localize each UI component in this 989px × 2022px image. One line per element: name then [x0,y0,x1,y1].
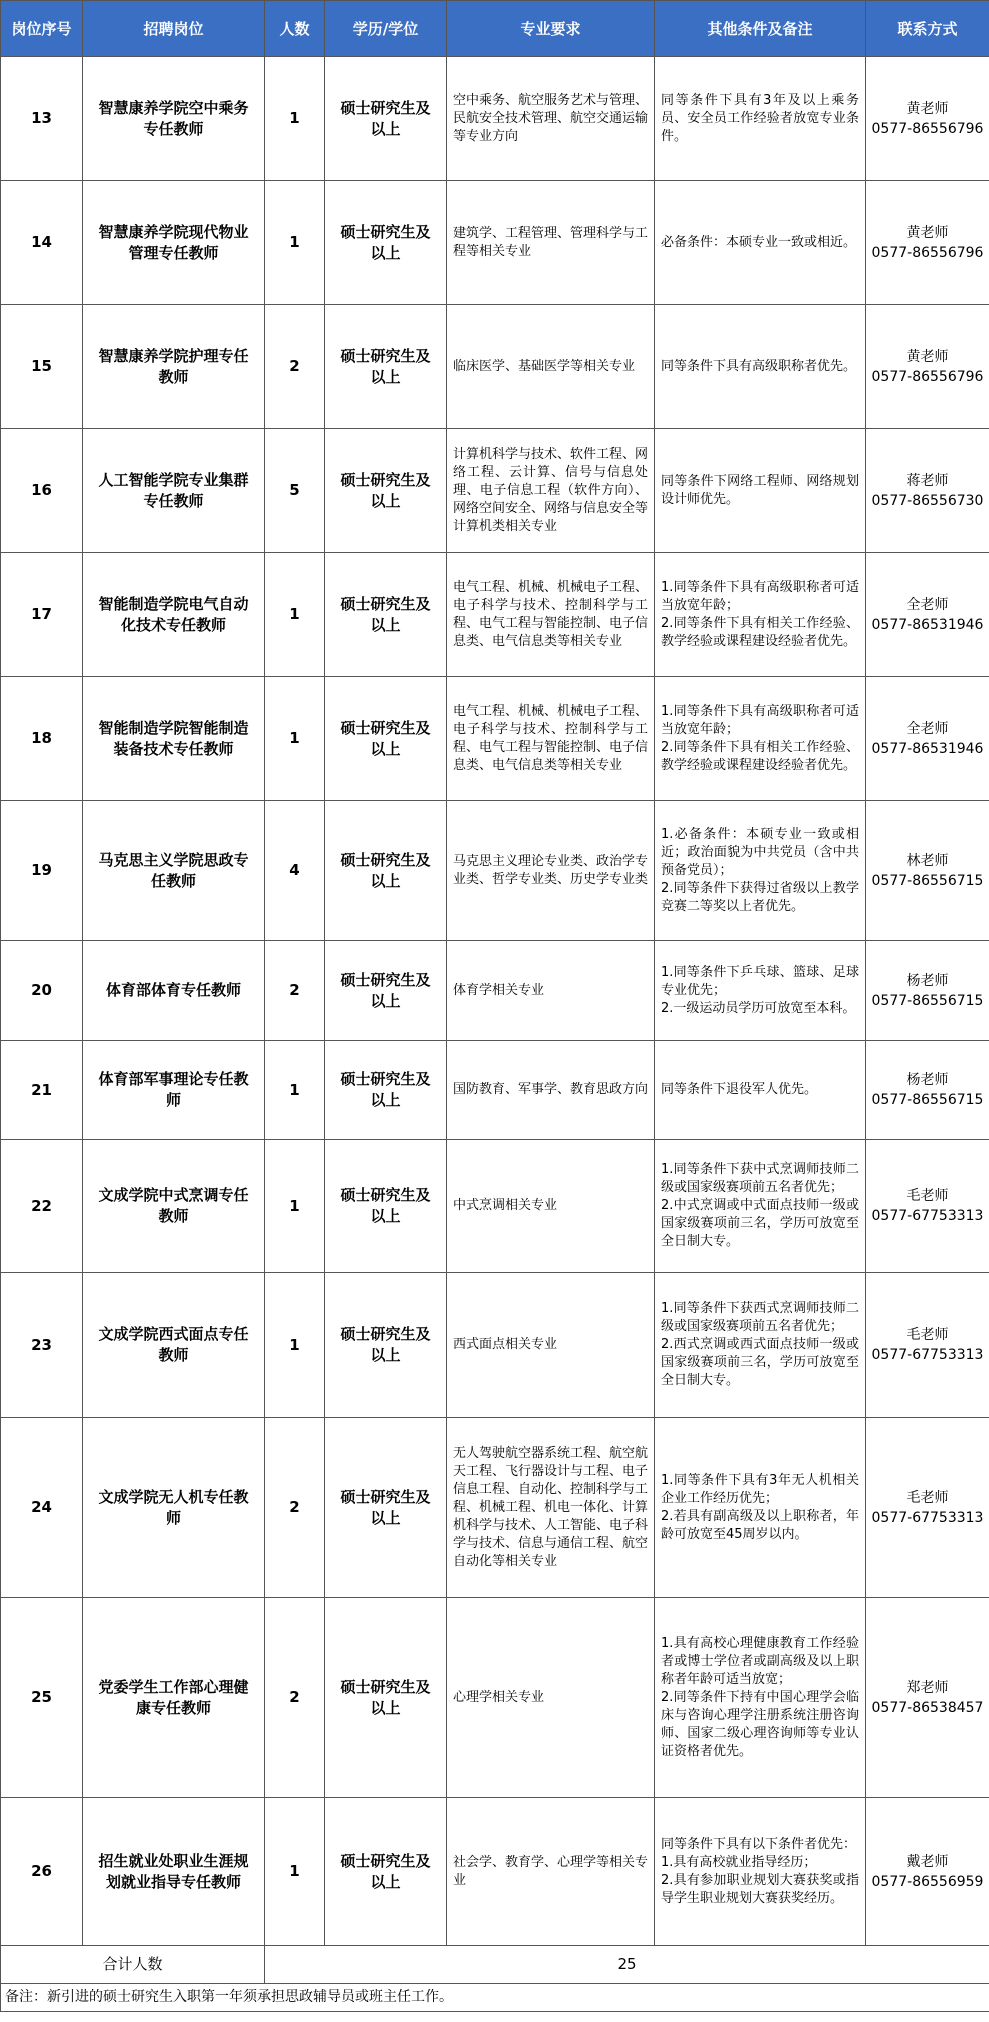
table-row [1,181,989,305]
contact-cell [866,429,989,553]
contact-phone: 0577-67753313 [871,1347,984,1363]
headcount: 1 [265,1041,325,1140]
total-value: 25 [265,1946,989,1984]
table-header-row [1,1,989,57]
major-requirement: 国防教育、军事学、教育思政方向 [447,1041,655,1140]
position-title: 马克思主义学院思政专任教师 [83,801,265,941]
position-no: 18 [1,677,83,801]
table-row [1,57,989,181]
contact-phone: 0577-86556796 [871,244,984,261]
header-position: 招聘岗位 [83,1,265,57]
position-title: 体育部军事理论专任教师 [83,1041,265,1140]
headcount: 1 [265,553,325,677]
position-no: 21 [1,1041,83,1140]
contact-cell [866,1798,989,1946]
contact-phone: 0577-86538457 [871,1699,984,1716]
headcount: 1 [265,677,325,801]
education: 硕士研究生及以上 [325,941,447,1041]
headcount: 2 [265,941,325,1041]
contact-phone: 0577-86556715 [871,872,984,889]
major-requirement: 体育学相关专业 [447,941,655,1041]
contact-cell [866,1041,989,1140]
position-title: 党委学生工作部心理健康专任教师 [83,1598,265,1798]
total-label: 合计人数 [1,1946,265,1984]
position-no: 23 [1,1273,83,1418]
headcount: 2 [265,1418,325,1598]
contact-cell [866,181,989,305]
contact-phone: 0577-86531946 [871,616,984,633]
education: 硕士研究生及以上 [325,181,447,305]
contact-phone: 0577-67753313 [871,1208,984,1224]
other-conditions: 必备条件：本硕专业一致或相近。 [655,181,866,305]
education: 硕士研究生及以上 [325,1418,447,1598]
contact-name: 戴老师 [906,1853,949,1870]
major-requirement: 空中乘务、航空服务艺术与管理、民航安全技术管理、航空交通运输等专业方向 [447,57,655,181]
position-title: 智慧康养学院护理专任教师 [83,305,265,429]
major-requirement: 临床医学、基础医学等相关专业 [447,305,655,429]
position-no: 25 [1,1598,83,1798]
headcount: 1 [265,57,325,181]
header-other: 其他条件及备注 [655,1,866,57]
contact-name: 杨老师 [906,1072,949,1088]
table-row [1,1140,989,1273]
education: 硕士研究生及以上 [325,1798,447,1946]
other-conditions: 1.同等条件下具有3年无人机相关企业工作经历优先； 2.若具有副高级及以上职称者，年龄可放宽至45周岁以内。 [655,1418,866,1598]
contact-phone: 0577-67753313 [871,1509,984,1526]
position-no: 15 [1,305,83,429]
header-contact: 联系方式 [866,1,989,57]
table-row [1,801,989,941]
contact-name: 黄老师 [906,100,949,117]
education: 硕士研究生及以上 [325,1041,447,1140]
contact-name: 毛老师 [906,1188,949,1204]
table-row [1,429,989,553]
headcount: 1 [265,1140,325,1273]
contact-name: 毛老师 [906,1327,949,1343]
position-title: 智能制造学院电气自动化技术专任教师 [83,553,265,677]
other-conditions: 1.同等条件下获中式烹调师技师二级或国家级赛项前五名者优先； 2.中式烹调或中式面点技师一级或国家级赛项前三名，学历可放宽至全日制大专。 [655,1140,866,1273]
other-conditions: 同等条件下网络工程师、网络规划设计师优先。 [655,429,866,553]
header-count: 人数 [265,1,325,57]
contact-name: 全老师 [906,720,949,737]
other-conditions: 同等条件下具有3年及以上乘务员、安全员工作经验者放宽专业条件。 [655,57,866,181]
headcount: 4 [265,801,325,941]
education: 硕士研究生及以上 [325,1273,447,1418]
contact-cell [866,553,989,677]
contact-cell [866,801,989,941]
table-row [1,1041,989,1140]
table-row [1,1418,989,1598]
contact-cell [866,677,989,801]
other-conditions: 1.同等条件下具有高级职称者可适当放宽年龄； 2.同等条件下具有相关工作经验、教学经验或课程建设经验者优先。 [655,553,866,677]
headcount: 2 [265,1598,325,1798]
contact-phone: 0577-86556959 [871,1873,984,1890]
table-row [1,677,989,801]
contact-name: 林老师 [906,852,949,869]
contact-name: 蒋老师 [906,472,949,489]
contact-cell [866,305,989,429]
contact-cell [866,941,989,1041]
position-no: 24 [1,1418,83,1598]
header-position-no: 岗位序号 [1,1,83,57]
table-row [1,1273,989,1418]
major-requirement: 无人驾驶航空器系统工程、航空航天工程、飞行器设计与工程、电子信息工程、自动化、控制科学与工程、机械工程、机电一体化、计算机科学与技术、人工智能、电子科学与技术、信息与通信工程、航空自动化等相关专业 [447,1418,655,1598]
major-requirement: 马克思主义理论专业类、政治学专业类、哲学专业类、历史学专业类 [447,801,655,941]
contact-name: 郑老师 [906,1679,949,1696]
position-title: 文成学院西式面点专任教师 [83,1273,265,1418]
position-no: 26 [1,1798,83,1946]
note-row [1,1984,989,2012]
contact-name: 全老师 [906,596,949,613]
education: 硕士研究生及以上 [325,305,447,429]
table-row [1,305,989,429]
contact-cell [866,57,989,181]
major-requirement: 计算机科学与技术、软件工程、网络工程、云计算、信号与信息处理、电子信息工程（软件方向）、网络空间安全、网络与信息安全等计算机类相关专业 [447,429,655,553]
position-title: 体育部体育专任教师 [83,941,265,1041]
position-no: 20 [1,941,83,1041]
other-conditions: 同等条件下具有以下条件者优先： 1.具有高校就业指导经历； 2.具有参加职业规划大赛获奖或指导学生职业规划大赛获奖经历。 [655,1798,866,1946]
education: 硕士研究生及以上 [325,553,447,677]
headcount: 1 [265,181,325,305]
other-conditions: 1.必备条件：本硕专业一致或相近；政治面貌为中共党员（含中共预备党员）； 2.同等条件下获得过省级以上教学竞赛二等奖以上者优先。 [655,801,866,941]
position-no: 17 [1,553,83,677]
education: 硕士研究生及以上 [325,429,447,553]
other-conditions: 1.同等条件下获西式烹调师技师二级或国家级赛项前五名者优先； 2.西式烹调或西式面点技师一级或国家级赛项前三名，学历可放宽至全日制大专。 [655,1273,866,1418]
contact-phone: 0577-86556796 [871,368,984,385]
position-no: 13 [1,57,83,181]
education: 硕士研究生及以上 [325,1140,447,1273]
position-title: 文成学院无人机专任教师 [83,1418,265,1598]
position-title: 人工智能学院专业集群专任教师 [83,429,265,553]
major-requirement: 建筑学、工程管理、管理科学与工程等相关专业 [447,181,655,305]
education: 硕士研究生及以上 [325,801,447,941]
contact-phone: 0577-86556730 [871,492,984,509]
headcount: 1 [265,1798,325,1946]
contact-name: 毛老师 [906,1489,949,1506]
table-row [1,941,989,1041]
other-conditions: 同等条件下具有高级职称者优先。 [655,305,866,429]
position-no: 16 [1,429,83,553]
position-title: 智慧康养学院现代物业管理专任教师 [83,181,265,305]
major-requirement: 中式烹调相关专业 [447,1140,655,1273]
position-title: 招生就业处职业生涯规划就业指导专任教师 [83,1798,265,1946]
major-requirement: 电气工程、机械、机械电子工程、电子科学与技术、控制科学与工程、电气工程与智能控制、电子信息类、电气信息类等相关专业 [447,553,655,677]
contact-name: 黄老师 [906,348,949,365]
position-no: 14 [1,181,83,305]
contact-cell [866,1273,989,1418]
position-title: 智慧康养学院空中乘务专任教师 [83,57,265,181]
table-row [1,1598,989,1798]
education: 硕士研究生及以上 [325,677,447,801]
other-conditions: 1.同等条件下具有高级职称者可适当放宽年龄； 2.同等条件下具有相关工作经验、教学经验或课程建设经验者优先。 [655,677,866,801]
other-conditions: 1.具有高校心理健康教育工作经验者或博士学位者或副高级及以上职称者年龄可适当放宽； 2.同等条件下持有中国心理学会临床与咨询心理学注册系统注册咨询师、国家二级心理咨询师等专业认证资格者优先。 [655,1598,866,1798]
contact-cell [866,1598,989,1798]
headcount: 5 [265,429,325,553]
education: 硕士研究生及以上 [325,57,447,181]
position-no: 19 [1,801,83,941]
contact-phone: 0577-86556715 [871,1092,984,1108]
education: 硕士研究生及以上 [325,1598,447,1798]
other-conditions: 同等条件下退役军人优先。 [655,1041,866,1140]
table-row [1,553,989,677]
header-education: 学历/学位 [325,1,447,57]
total-row [1,1946,989,1984]
major-requirement: 电气工程、机械、机械电子工程、电子科学与技术、控制科学与工程、电气工程与智能控制、电子信息类、电气信息类等相关专业 [447,677,655,801]
contact-phone: 0577-86531946 [871,740,984,757]
table-row [1,1798,989,1946]
headcount: 1 [265,1273,325,1418]
major-requirement: 西式面点相关专业 [447,1273,655,1418]
contact-cell [866,1418,989,1598]
position-title: 文成学院中式烹调专任教师 [83,1140,265,1273]
contact-name: 黄老师 [906,224,949,241]
headcount: 2 [265,305,325,429]
other-conditions: 1.同等条件下乒乓球、篮球、足球专业优先； 2.一级运动员学历可放宽至本科。 [655,941,866,1041]
contact-cell [866,1140,989,1273]
contact-name: 杨老师 [906,972,949,989]
contact-phone: 0577-86556796 [871,120,984,137]
header-major: 专业要求 [447,1,655,57]
position-no: 22 [1,1140,83,1273]
position-title: 智能制造学院智能制造装备技术专任教师 [83,677,265,801]
major-requirement: 社会学、教育学、心理学等相关专业 [447,1798,655,1946]
contact-phone: 0577-86556715 [871,992,984,1009]
major-requirement: 心理学相关专业 [447,1598,655,1798]
table-note: 备注：新引进的硕士研究生入职第一年须承担思政辅导员或班主任工作。 [1,1984,989,2012]
